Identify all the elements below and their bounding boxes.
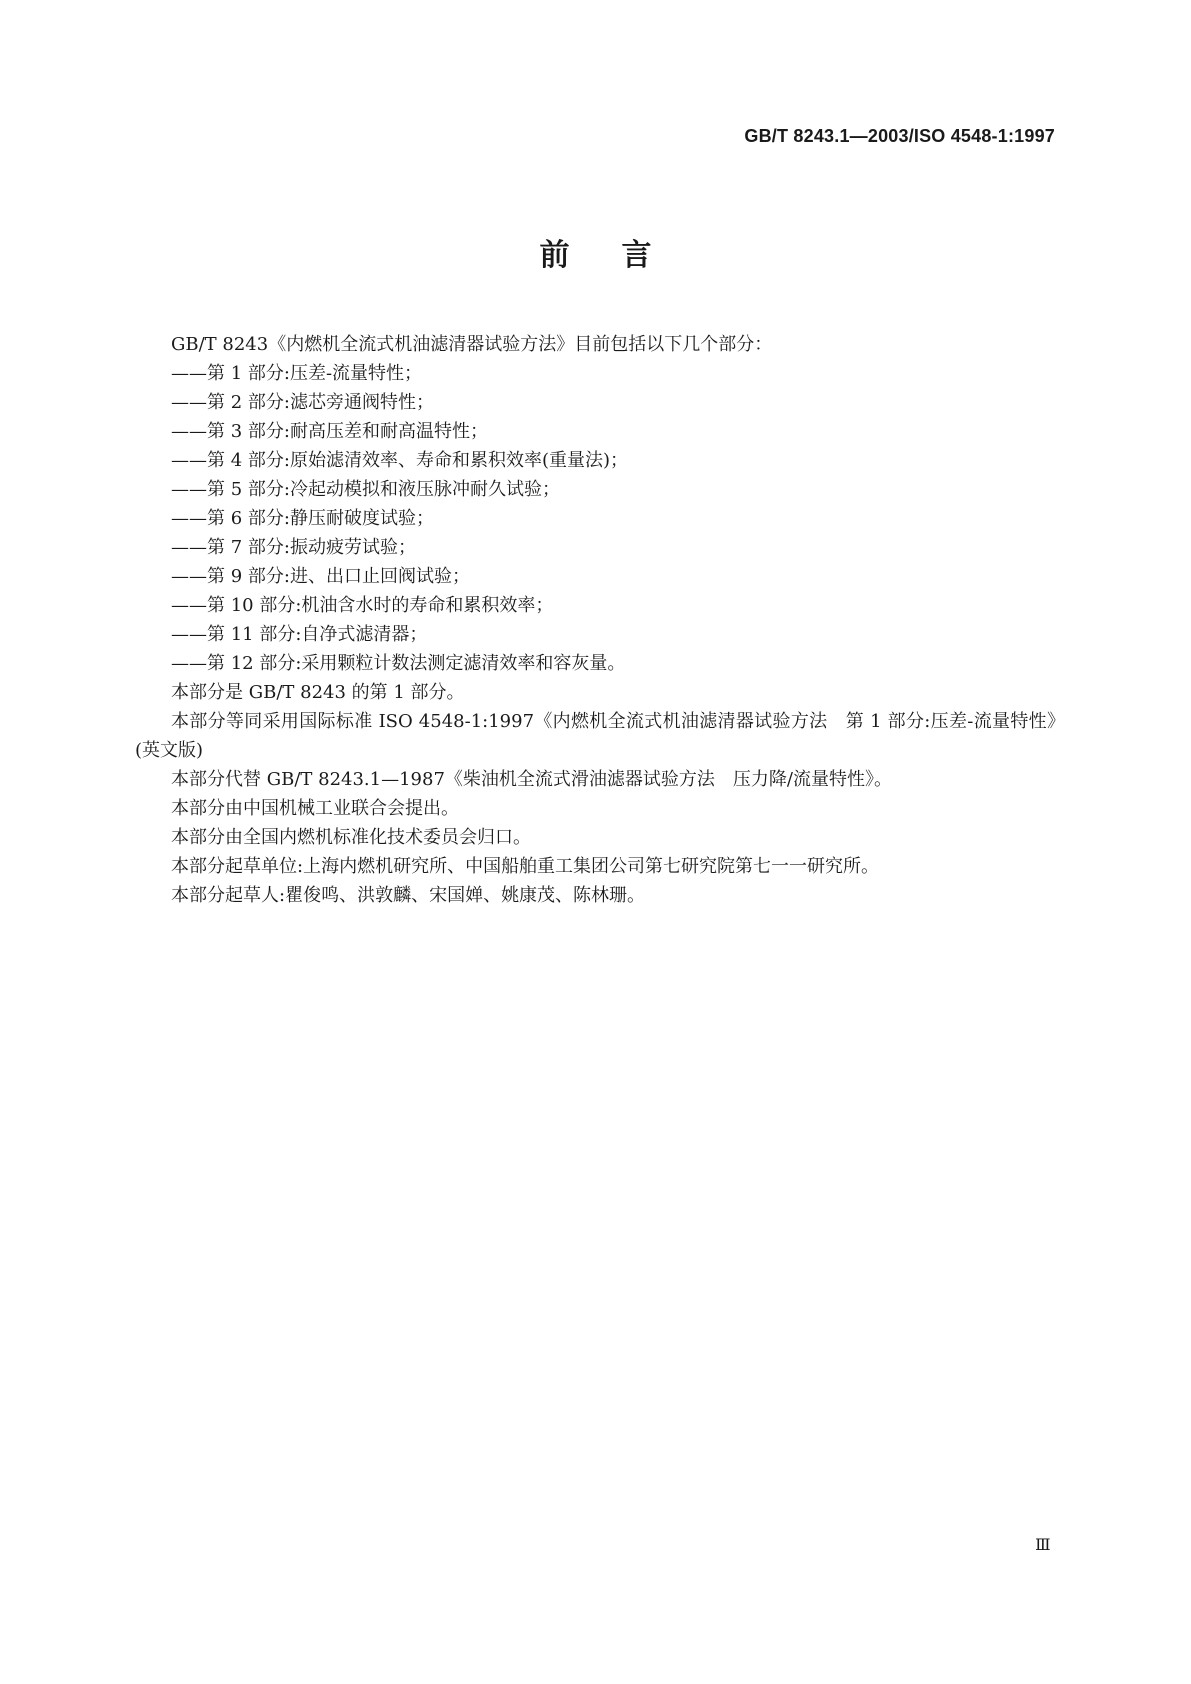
page-number: Ⅲ [1035, 1535, 1051, 1554]
drafters-statement: 本部分起草人:瞿俊鸣、洪敦麟、宋国婵、姚康茂、陈林珊。 [171, 885, 646, 906]
list-item: ——第 6 部分:静压耐破度试验； [171, 508, 434, 529]
intro-paragraph: GB/T 8243《内燃机全流式机油滤清器试验方法》目前包括以下几个部分： [171, 334, 773, 355]
standard-code-header: GB/T 8243.1—2003/ISO 4548-1:1997 [744, 126, 1055, 146]
parts-list [135, 359, 1065, 678]
list-item: ——第 12 部分:采用颗粒计数法测定滤清效率和容灰量。 [171, 653, 626, 674]
list-item: ——第 1 部分:压差-流量特性； [171, 363, 423, 384]
foreword-body [135, 330, 1065, 910]
list-item: ——第 11 部分:自净式滤清器； [171, 624, 428, 645]
page-title: 前言 [539, 238, 704, 273]
replaces-statement: 本部分代替 GB/T 8243.1—1987《柴油机全流式滑油滤器试验方法 压力降/流量特性》。 [171, 769, 892, 790]
list-item: ——第 3 部分:耐高压差和耐高温特性； [171, 421, 488, 442]
list-item: ——第 2 部分:滤芯旁通阀特性； [171, 392, 434, 413]
part-of-statement: 本部分是 GB/T 8243 的第 1 部分。 [171, 682, 465, 703]
list-item: ——第 4 部分:原始滤清效率、寿命和累积效率(重量法)； [171, 450, 629, 471]
list-item: ——第 5 部分:冷起动模拟和液压脉冲耐久试验； [171, 479, 560, 500]
proposed-by-statement: 本部分由中国机械工业联合会提出。 [171, 798, 459, 819]
centralized-by-statement: 本部分由全国内燃机标准化技术委员会归口。 [171, 827, 531, 848]
list-item: ——第 10 部分:机油含水时的寿命和累积效率； [171, 595, 554, 616]
adoption-statement: 本部分等同采用国际标准 ISO 4548-1:1997《内燃机全流式机油滤清器试验方法 第 1 部分:压差-流量特性》(英文版) [135, 711, 1065, 761]
list-item: ——第 7 部分:振动疲劳试验； [171, 537, 416, 558]
list-item: ——第 9 部分:进、出口止回阀试验； [171, 566, 470, 587]
drafting-units-statement: 本部分起草单位:上海内燃机研究所、中国船舶重工集团公司第七研究院第七一一研究所。 [171, 856, 880, 877]
